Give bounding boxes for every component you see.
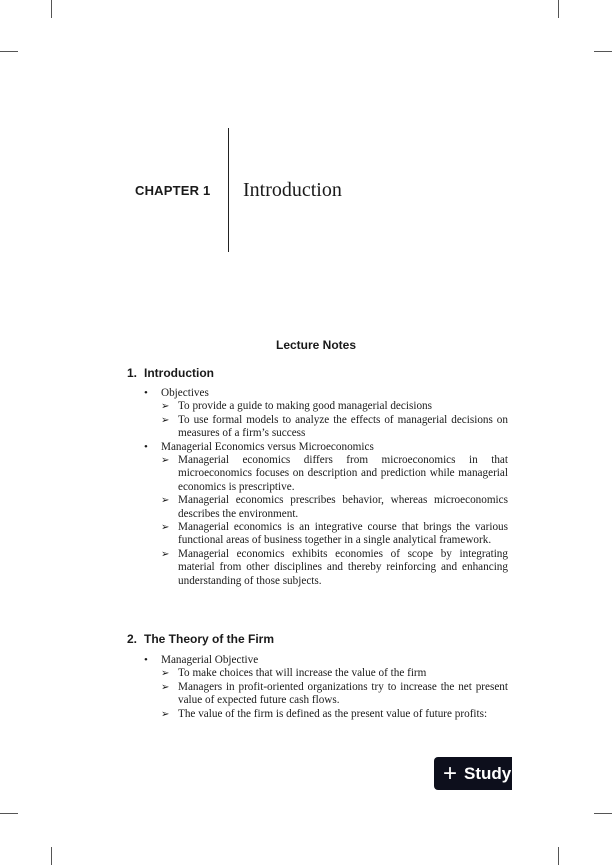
section-heading [127, 366, 214, 380]
crop-mark [558, 0, 559, 18]
arrow-bullet-icon: ➢ [161, 495, 170, 507]
crop-mark [51, 0, 52, 18]
study-button-label: Study [464, 763, 512, 783]
sub-bullet-text: To use formal models to analyze the effects of managerial decisions on measures of a firm’s success [178, 413, 508, 440]
section-title: The Theory of the Firm [144, 632, 275, 646]
section-number: 1. [127, 366, 138, 380]
sub-list [144, 667, 508, 721]
arrow-bullet-icon: ➢ [161, 401, 170, 413]
sub-bullet-text: Managerial economics prescribes behavior, whereas microeconomics describes the environment. [178, 494, 508, 520]
section-1-body [144, 387, 508, 588]
bullet-text: Managerial Economics versus Microeconomics [161, 440, 374, 453]
sub-bullet-text: The value of the firm is defined as the present value of future profits: [178, 707, 488, 720]
chapter-label: CHAPTER 1 [135, 183, 211, 198]
bullet-item [144, 654, 508, 667]
crop-mark [51, 847, 52, 865]
arrow-bullet-icon: ➢ [161, 414, 170, 426]
sub-bullet-text: Managerial economics exhibits economies of scope by integrating material from other disciplines and thereby reinforcing and enhancing understanding of those subjects. [178, 547, 508, 587]
bullet-item [144, 441, 508, 454]
sub-list [144, 400, 508, 440]
chapter-divider [228, 128, 229, 252]
sub-bullet-item [161, 681, 508, 708]
sub-bullet-item [161, 548, 508, 588]
section-number: 2. [127, 632, 138, 646]
section-2-body [144, 654, 508, 721]
sub-bullet-item [161, 400, 508, 413]
crop-mark [594, 51, 612, 52]
plus-icon: + [442, 759, 457, 787]
sub-bullet-item [161, 494, 508, 521]
sub-bullet-text: Managerial economics is an integrative course that brings the various functional areas of business together in a single analytical framework. [178, 521, 508, 547]
sub-bullet-text: Managerial economics differs from microeconomics in that microeconomics focuses on description and prediction while managerial economics is prescriptive. [178, 454, 508, 493]
crop-mark [594, 813, 612, 814]
bullet-item [144, 387, 508, 400]
sub-bullet-item [161, 454, 508, 494]
bullet-text: Managerial Objective [161, 654, 259, 666]
bullet-icon: • [144, 440, 148, 453]
arrow-bullet-icon: ➢ [161, 668, 170, 680]
section-title: Introduction [144, 366, 214, 380]
section-heading [127, 632, 274, 646]
sub-bullet-item [161, 521, 508, 548]
arrow-bullet-icon: ➢ [161, 548, 170, 560]
sub-list [144, 454, 508, 588]
sub-bullet-item [161, 414, 508, 441]
bullet-icon: • [144, 387, 148, 399]
sub-bullet-text: To provide a guide to making good managerial decisions [178, 400, 432, 413]
arrow-bullet-icon: ➢ [161, 455, 170, 467]
sub-bullet-item [161, 708, 508, 721]
sub-bullet-text: Managers in profit-oriented organizations try to increase the net present value of expected future cash flows. [178, 680, 508, 707]
arrow-bullet-icon: ➢ [161, 708, 170, 720]
arrow-bullet-icon: ➢ [161, 522, 170, 534]
crop-mark [0, 813, 18, 814]
arrow-bullet-icon: ➢ [161, 681, 170, 693]
crop-mark [558, 847, 559, 865]
bullet-text: Objectives [161, 387, 209, 399]
bullet-icon: • [144, 654, 148, 666]
sub-bullet-text: To make choices that will increase the value of the firm [178, 667, 427, 680]
chapter-title: Introduction [243, 179, 342, 201]
crop-mark [0, 51, 18, 52]
study-button[interactable] [434, 757, 512, 790]
sub-bullet-item [161, 667, 508, 680]
lecture-notes-heading: Lecture Notes [275, 338, 357, 352]
